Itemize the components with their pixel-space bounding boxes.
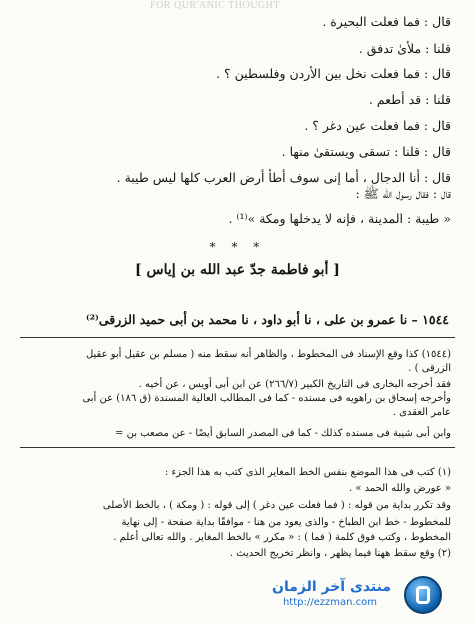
body-line: قال : فما فعلت نخل بين الأردن وفلسطين ؟ . [216,66,451,81]
note-line: الزرقى ) . [408,363,451,374]
section-heading: [ أبو فاطمة جدّ عبد الله بن إياس ] [135,262,340,278]
forum-logo-icon [404,576,442,614]
forum-name: منتدى آخر الزمان [272,579,391,595]
body-line: قال : فما فعلت البحيرة . [322,14,451,29]
hadith-isnad-line: ١٥٤٤ – نا عمرو بن على ، نا أبو داود ، نا محمد بن أبى حميد الزرقى⁽²⁾ [85,312,449,327]
note-line: للمخطوط - خط ابن الطباخ - والذى يعود من هنا - موافقًا بداية صفحة - إلى نهاية [121,517,451,528]
note-line: (١) كتب فى هذا الموضع بنفس الخط المغاير الذى كتب به هذا الجزء : [164,467,451,478]
footnote-divider [20,337,455,338]
note-line: وقد تكرر بداية من قوله : ( فما فعلت عين دغر ) إلى قوله : ( ومكة ) ، بالخط الأصلى [102,500,451,511]
note-line: « عورض والله الحمد » . [349,483,451,494]
body-line: قلنا : ملأىٰ تدفق . [358,41,451,56]
body-line: قال : فما فعلت عين دغر ؟ . [304,118,451,133]
body-line: قال : قلنا : تسقى ويستقىٰ منها . [281,144,451,159]
note-line: وأخرجه إسحاق بن راهويه فى مسنده - كما فى المطالب العالية المسندة (ق ١٨٦) عن أبى [82,393,451,404]
body-line: قال : أنا الدجال ، أما إنى سوف أطأ أرض العرب كلها ليس طيبة . [116,170,451,185]
body-line: « طيبة : المدينة ، فإنه لا يدخلها ومكة »⁽¹⁾ . [228,211,451,226]
note-line: (١٥٤٤) كذا وقع الإسناد فى المخطوط ، والظاهر أنه سقط منه ( مسلم بن عقيل أبو عقيل [85,349,451,360]
body-line: قال : فقال رسول الله ﷺ : [355,186,451,201]
note-line: فقد أخرجه البخارى فى التاريخ الكبير (٢٦٦/٧) عن ابن أبى أويس ، عن أخيه . [138,379,451,390]
note-line: عامر العقدى . [392,407,451,418]
body-line: قلنا : قد أطعم . [368,92,451,107]
forum-url: http://ezzman.com [282,597,377,608]
note-line: المخطوط ، وكتب فوق كلمة ( فما ) : « مكرر » بالخط المغاير . والله تعالى أعلم . [113,532,451,543]
note-line: (٢) وقع سقط ههنا فيما يظهر ، وانظر تخريج الحديث . [229,548,451,559]
section-separator: * * * [209,240,266,254]
footnote-divider [20,447,455,448]
watermark-text: FOR QUR'ANIC THOUGHT [150,0,280,11]
note-line: وابن أبى شيبة فى مسنده كذلك - كما فى المصدر السابق أيضًا - عن مصعب بن = [115,428,451,439]
